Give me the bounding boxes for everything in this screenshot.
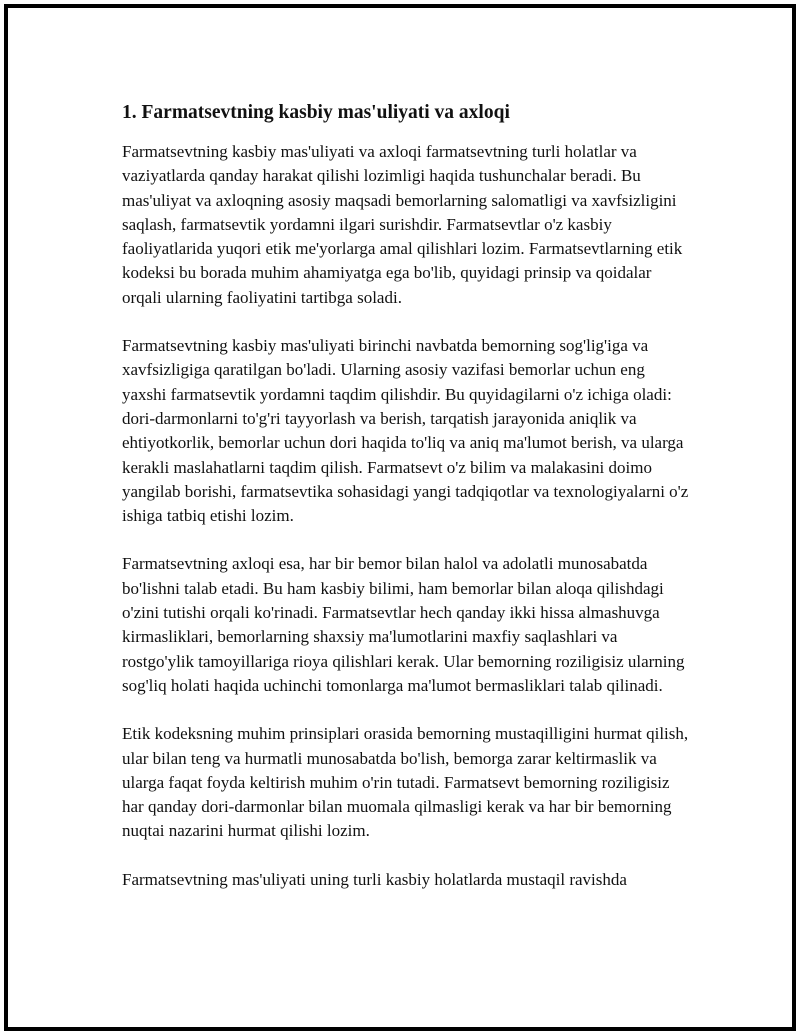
section-heading: 1. Farmatsevtning kasbiy mas'uliyati va axloqi [122,102,510,123]
page-frame [4,4,796,1031]
paragraph-2: Farmatsevtning kasbiy mas'uliyati birinchi navbatda bemorning sog'lig'iga va xavfsizligiga qaratilgan bo'ladi. Ularning asosiy vazifasi bemorlar uchun eng yaxshi farmatsevtik yordamni taqdim qilishdir. Bu quyidagilarni o'z ichiga oladi: dori-darmonlarni to'g'ri tayyorlash va berish, tarqatish jarayonida aniqlik va ehtiyotkorlik, bemorlar uchun dori haqida to'liq va aniq ma'lumot berish, va ularga kerakli maslahatlarni taqdim qilish. Farmatsevt o'z bilim va malakasini doimo yangilab borishi, farmatsevtika sohasidagi yangi tadqiqotlar va texnologiyalarni o'z ishiga tatbiq etishi lozim. [122,336,689,526]
paragraph-5: Farmatsevtning mas'uliyati uning turli kasbiy holatlarda mustaqil ravishda [122,869,627,889]
paragraph-4: Etik kodeksning muhim prinsiplari orasida bemorning mustaqilligini hurmat qilish, ular bilan teng va hurmatli munosabatda bo'lish, bemorga zarar keltirmaslik va ularga faqat foyda keltirish muhim o'rin tutadi. Farmatsevt bemorning roziligisiz har qanday dori-darmonlar bilan muomala qilmasligi kerak va har bir bemorning nuqtai nazarini hurmat qilishi lozim. [122,724,689,841]
document-body [122,100,692,916]
paragraph-1: Farmatsevtning kasbiy mas'uliyati va axloqi farmatsevtning turli holatlar va vaziyatlarda qanday harakat qilishi lozimligi haqida tushunchalar beradi. Bu mas'uliyat va axloqning asosiy maqsadi bemorlarning salomatligi va xavfsizligini saqlash, farmatsevtik yordamni ilgari surishdir. Farmatsevtlar o'z kasbiy faoliyatlarida yuqori etik me'yorlarga amal qilishlari lozim. Farmatsevtlarning etik kodeksi bu borada muhim ahamiyatga ega bo'lib, quyidagi prinsip va qoidalar orqali ularning faoliyatini tartibga soladi. [122,142,683,307]
paragraph-3: Farmatsevtning axloqi esa, har bir bemor bilan halol va adolatli munosabatda bo'lishni talab etadi. Bu ham kasbiy bilimi, ham bemorlar bilan aloqa qilishdagi o'zini tutishi orqali ko'rinadi. Farmatsevtlar hech qanday ikki hissa almashuvga kirmasliklari, bemorlarning shaxsiy ma'lumotlarini maxfiy saqlashlari va rostgo'ylik tamoyillariga rioya qilishlari kerak. Ular bemorning roziligisiz ularning sog'liq holati haqida uchinchi tomonlarga ma'lumot bermasliklari talab qilinadi. [122,554,685,695]
